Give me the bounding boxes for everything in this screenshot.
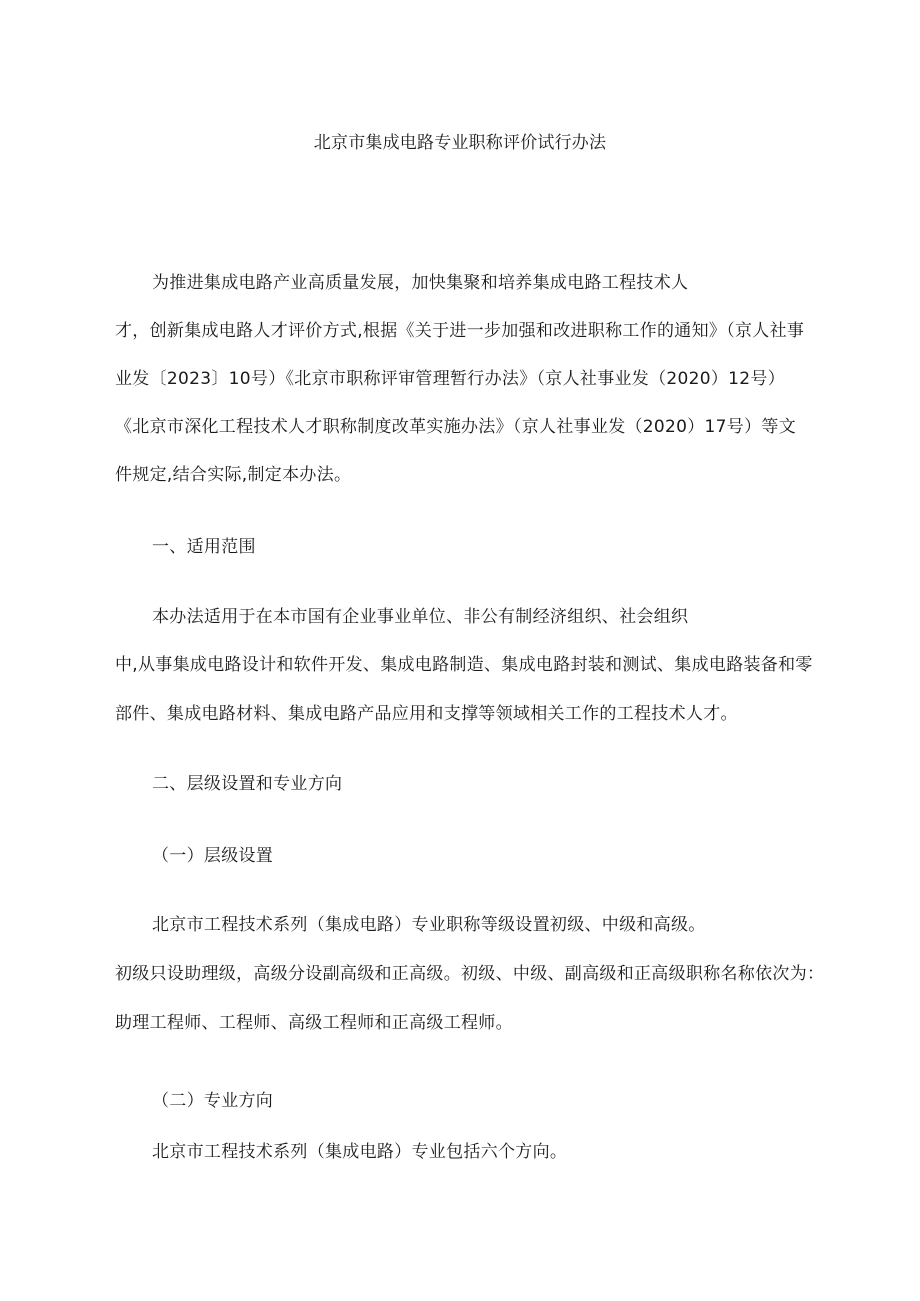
paragraph-line: 才，创新集成电路人才评价方式,根据《关于进一步加强和改进职称工作的通知》（京人社事 <box>115 321 805 341</box>
subsection-heading: （二）专业方向 <box>152 1091 274 1111</box>
paragraph-line: 北京市工程技术系列（集成电路）专业职称等级设置初级、中级和高级。 <box>152 915 706 935</box>
paragraph-line: 为推进集成电路产业高质量发展，加快集聚和培养集成电路工程技术人 <box>152 273 689 293</box>
paragraph-line: 件规定,结合实际,制定本办法。 <box>115 465 352 485</box>
section-heading: 二、层级设置和专业方向 <box>152 774 343 794</box>
paragraph-line: 初级只设助理级，高级分设副高级和正高级。初级、中级、副高级和正高级职称名称依次为： <box>115 964 825 984</box>
section-heading: 一、适用范围 <box>152 537 256 557</box>
document-title: 北京市集成电路专业职称评价试行办法 <box>313 133 607 153</box>
paragraph-line: 《北京市深化工程技术人才职称制度改革实施办法》（京人社事业发（2020）17号）等文 <box>115 417 796 437</box>
subsection-heading: （一）层级设置 <box>152 846 274 866</box>
paragraph-line: 助理工程师、工程师、高级工程师和正高级工程师。 <box>115 1013 513 1033</box>
paragraph-line: 业发〔2023〕10号）《北京市职称评审管理暂行办法》（京人社事业发（2020）12号） <box>115 369 785 389</box>
paragraph-line: 部件、集成电路材料、集成电路产品应用和支撑等领域相关工作的工程技术人才。 <box>115 704 738 724</box>
paragraph-line: 北京市工程技术系列（集成电路）专业包括六个方向。 <box>152 1142 568 1162</box>
paragraph-line: 中,从事集成电路设计和软件开发、集成电路制造、集成电路封装和测试、集成电路装备和零 <box>115 655 813 675</box>
paragraph-line: 本办法适用于在本市国有企业事业单位、非公有制经济组织、社会组织 <box>152 607 689 627</box>
